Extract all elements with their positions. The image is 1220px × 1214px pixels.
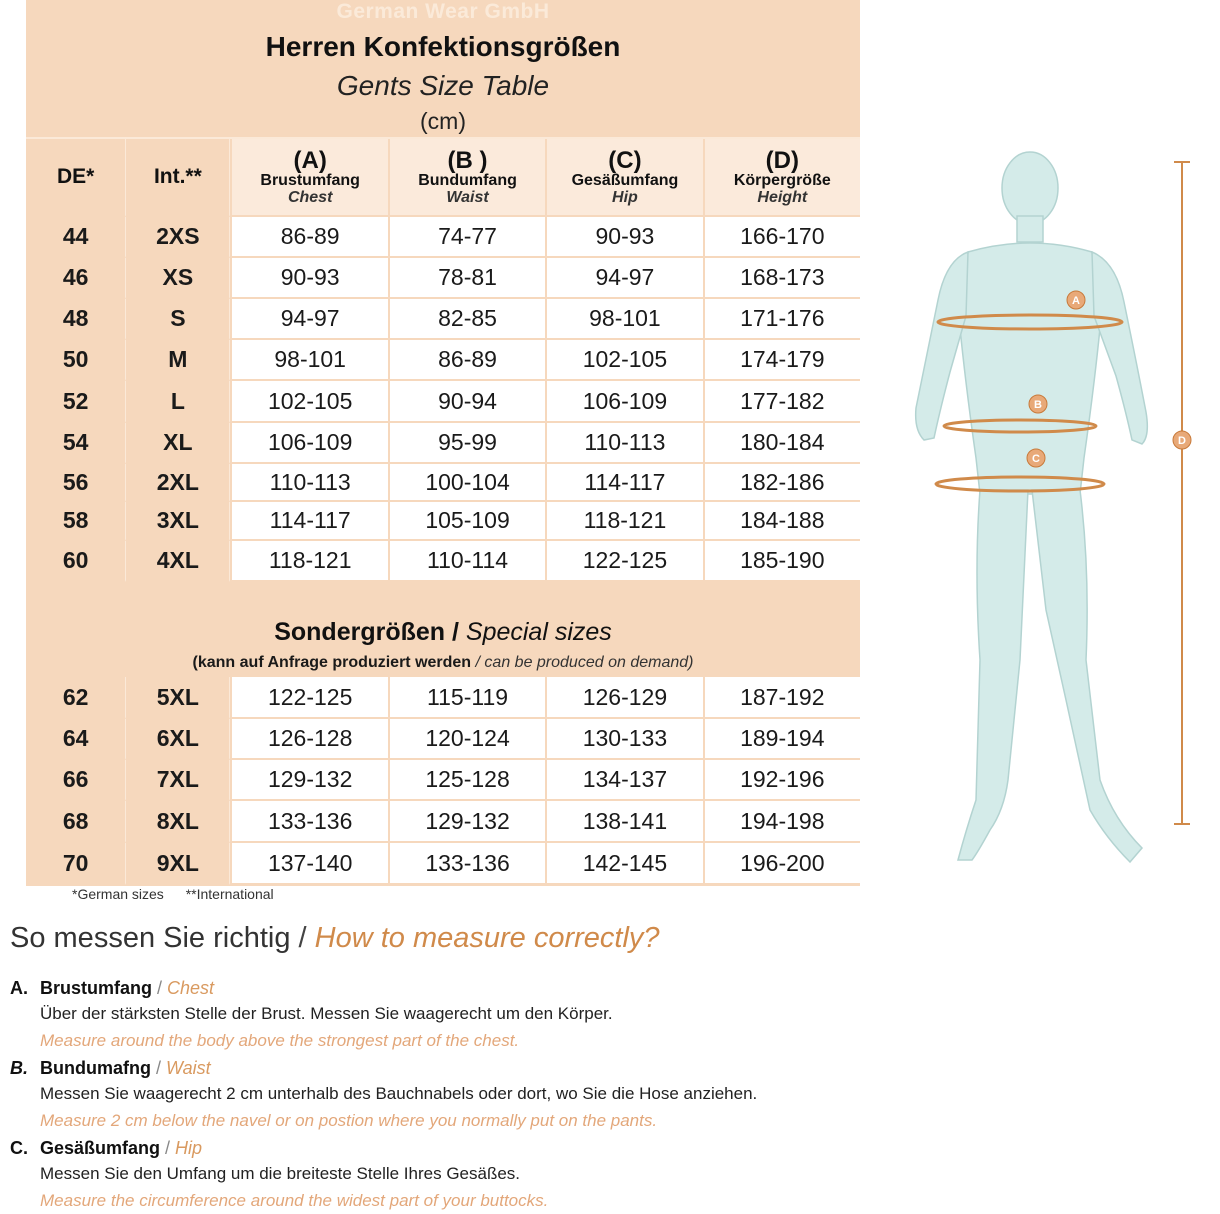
height-value: 171-176: [703, 299, 860, 340]
hip-value: 122-125: [545, 541, 702, 582]
height-value: 166-170: [703, 217, 860, 258]
instruction-letter: C.: [10, 1138, 28, 1158]
size-row: [26, 258, 860, 299]
size-row: [26, 299, 860, 340]
instruction-chest-heading: [10, 976, 613, 1000]
special-title-en: Special sizes: [465, 618, 612, 646]
waist-value: 95-99: [388, 423, 545, 464]
size-de: 70: [26, 843, 126, 885]
size-row: [26, 801, 860, 843]
instruction-waist-heading: [10, 1056, 757, 1080]
size-int: 4XL: [126, 541, 230, 582]
table-title-en: Gents Size Table: [336, 70, 550, 101]
header-height-de: Körpergröße: [733, 171, 831, 189]
size-int: XL: [126, 423, 230, 464]
size-int: 6XL: [126, 719, 230, 760]
chest-value: 90-93: [230, 258, 387, 299]
size-row: [26, 541, 860, 582]
chest-value: 137-140: [230, 843, 387, 885]
header-de: DE*: [26, 139, 126, 217]
size-row: [26, 760, 860, 801]
height-value: 194-198: [703, 801, 860, 843]
size-row: [26, 381, 860, 423]
size-de: 68: [26, 801, 126, 843]
size-int: M: [126, 340, 230, 381]
height-value: 185-190: [703, 541, 860, 582]
special-size-table: [26, 677, 860, 885]
waist-value: 129-132: [388, 801, 545, 843]
hip-value: 106-109: [545, 381, 702, 423]
size-int: 7XL: [126, 760, 230, 801]
special-sizes-title: [26, 618, 860, 647]
instruction-letter: A.: [10, 978, 28, 998]
instruction-hip: [10, 1136, 548, 1214]
size-de: 46: [26, 258, 126, 299]
hip-value: 142-145: [545, 843, 702, 885]
size-int: 8XL: [126, 801, 230, 843]
instruction-title-de: Gesäßumfang: [40, 1138, 161, 1158]
footnote-international: **International: [185, 886, 274, 902]
size-table-panel: [26, 0, 860, 886]
instruction-letter: B.: [10, 1058, 28, 1078]
height-value: 187-192: [703, 677, 860, 719]
size-de: 62: [26, 677, 126, 719]
waist-value: 90-94: [388, 381, 545, 423]
chest-value: 126-128: [230, 719, 387, 760]
chest-value: 110-113: [230, 464, 387, 502]
height-value: 192-196: [703, 760, 860, 801]
height-value: 177-182: [703, 381, 860, 423]
height-value: 174-179: [703, 340, 860, 381]
chest-value: 122-125: [230, 677, 387, 719]
waist-value: 133-136: [388, 843, 545, 885]
size-de: 52: [26, 381, 126, 423]
instruction-text-de: Messen Sie waagerecht 2 cm unterhalb des Bauchnabels oder dort, wo Sie die Hose anziehen.: [40, 1084, 758, 1103]
size-row: [26, 719, 860, 760]
special-title-sep: /: [445, 618, 466, 646]
hip-value: 114-117: [545, 464, 702, 502]
footnotes: [72, 886, 292, 902]
header-chest-letter: (A): [293, 146, 327, 174]
marker-b-label: B: [1034, 399, 1042, 411]
height-value: 182-186: [703, 464, 860, 502]
instruction-waist: [10, 1056, 757, 1134]
size-int: S: [126, 299, 230, 340]
waist-value: 78-81: [388, 258, 545, 299]
waist-value: 125-128: [388, 760, 545, 801]
instruction-title-sep: /: [160, 1138, 176, 1158]
size-de: 54: [26, 423, 126, 464]
body-silhouette: [916, 152, 1148, 862]
size-int: L: [126, 381, 230, 423]
marker-a-label: A: [1072, 295, 1080, 307]
instruction-hip-heading: [10, 1136, 548, 1160]
waist-value: 100-104: [388, 464, 545, 502]
size-int: XS: [126, 258, 230, 299]
instruction-title-sep: /: [152, 978, 168, 998]
table-title-de: Herren Konfektionsgrößen: [265, 31, 621, 62]
special-title-de: Sondergrößen: [274, 618, 446, 646]
body-measurement-figure: [880, 140, 1220, 900]
hip-value: 102-105: [545, 340, 702, 381]
special-sizes-note: [26, 654, 860, 672]
instruction-text-de: Messen Sie den Umfang um die breiteste Stelle Ihres Gesäßes.: [40, 1164, 521, 1183]
instruction-text-de: Über der stärksten Stelle der Brust. Messen Sie waagerecht um den Körper.: [40, 1004, 613, 1023]
hip-value: 126-129: [545, 677, 702, 719]
waist-value: 110-114: [388, 541, 545, 582]
size-de: 44: [26, 217, 126, 258]
header-hip-de: Gesäßumfang: [571, 171, 679, 189]
instruction-title-sep: /: [150, 1058, 166, 1078]
instruction-chest: [10, 976, 613, 1054]
waist-value: 74-77: [388, 217, 545, 258]
size-de: 66: [26, 760, 126, 801]
size-de: 50: [26, 340, 126, 381]
instruction-title-en: Hip: [175, 1138, 203, 1158]
waist-value: 115-119: [388, 677, 545, 719]
how-to-measure-title: [10, 922, 660, 955]
size-de: 60: [26, 541, 126, 582]
header-chest-en: Chest: [287, 188, 333, 206]
chest-value: 106-109: [230, 423, 387, 464]
chest-value: 86-89: [230, 217, 387, 258]
size-int: 3XL: [126, 502, 230, 541]
how-title-sep: /: [290, 922, 315, 954]
table-unit: (cm): [420, 108, 466, 134]
size-int: 9XL: [126, 843, 230, 885]
size-de: 64: [26, 719, 126, 760]
instruction-text-en: Measure around the body above the strongest part of the chest.: [40, 1031, 520, 1050]
header-hip-letter: (C): [608, 146, 642, 174]
how-title-en: How to measure correctly?: [314, 922, 660, 954]
chest-value: 114-117: [230, 502, 387, 541]
waist-value: 86-89: [388, 340, 545, 381]
size-int: 5XL: [126, 677, 230, 719]
header-height: [703, 139, 860, 217]
instruction-title-de: Bundumafng: [40, 1058, 151, 1078]
footnote-german: *German sizes: [72, 886, 164, 902]
size-row: [26, 677, 860, 719]
header-waist-letter: (B ): [447, 146, 488, 174]
instruction-title-en: Waist: [166, 1058, 211, 1078]
waist-value: 105-109: [388, 502, 545, 541]
size-de: 58: [26, 502, 126, 541]
size-row: [26, 423, 860, 464]
size-table: [26, 139, 860, 582]
instruction-title-de: Brustumfang: [40, 978, 152, 998]
size-int: 2XS: [126, 217, 230, 258]
marker-c-label: C: [1032, 453, 1040, 465]
special-note-en: can be produced on demand): [484, 654, 694, 671]
header-chest: [230, 139, 387, 217]
instruction-text-en: Measure the circumference around the widest part of your buttocks.: [40, 1191, 549, 1210]
size-row: [26, 464, 860, 502]
hip-value: 130-133: [545, 719, 702, 760]
hip-value: 90-93: [545, 217, 702, 258]
chest-value: 94-97: [230, 299, 387, 340]
special-note-de: (kann auf Anfrage produziert werden: [192, 654, 472, 671]
header-hip: [545, 139, 702, 217]
header-waist-en: Waist: [446, 188, 489, 206]
height-value: 180-184: [703, 423, 860, 464]
height-value: 189-194: [703, 719, 860, 760]
hip-value: 98-101: [545, 299, 702, 340]
header-chest-de: Brustumfang: [260, 171, 360, 189]
instruction-title-en: Chest: [167, 978, 215, 998]
header-waist-de: Bundumfang: [418, 171, 517, 189]
size-de: 48: [26, 299, 126, 340]
chest-value: 133-136: [230, 801, 387, 843]
chest-value: 98-101: [230, 340, 387, 381]
size-row: [26, 843, 860, 885]
waist-value: 120-124: [388, 719, 545, 760]
height-value: 168-173: [703, 258, 860, 299]
header-hip-en: Hip: [612, 188, 638, 206]
brand-name: German Wear GmbH: [336, 0, 550, 23]
chest-value: 129-132: [230, 760, 387, 801]
header-waist: [388, 139, 545, 217]
instruction-text-en: Measure 2 cm below the navel or on postion where you normally put on the pants.: [40, 1111, 658, 1130]
table-header-row: [26, 139, 860, 217]
special-note-sep: /: [471, 654, 485, 671]
hip-value: 134-137: [545, 760, 702, 801]
size-int: 2XL: [126, 464, 230, 502]
how-title-de: So messen Sie richtig: [10, 922, 291, 954]
marker-d-label: D: [1178, 435, 1186, 447]
header-height-en: Height: [757, 188, 808, 206]
size-row: [26, 340, 860, 381]
header-height-letter: (D): [765, 146, 799, 174]
hip-value: 94-97: [545, 258, 702, 299]
header-int: Int.**: [126, 139, 230, 217]
chest-value: 102-105: [230, 381, 387, 423]
size-row: [26, 502, 860, 541]
hip-value: 138-141: [545, 801, 702, 843]
height-value: 196-200: [703, 843, 860, 885]
height-value: 184-188: [703, 502, 860, 541]
waist-value: 82-85: [388, 299, 545, 340]
size-row: [26, 217, 860, 258]
hip-value: 118-121: [545, 502, 702, 541]
size-de: 56: [26, 464, 126, 502]
chest-value: 118-121: [230, 541, 387, 582]
hip-value: 110-113: [545, 423, 702, 464]
